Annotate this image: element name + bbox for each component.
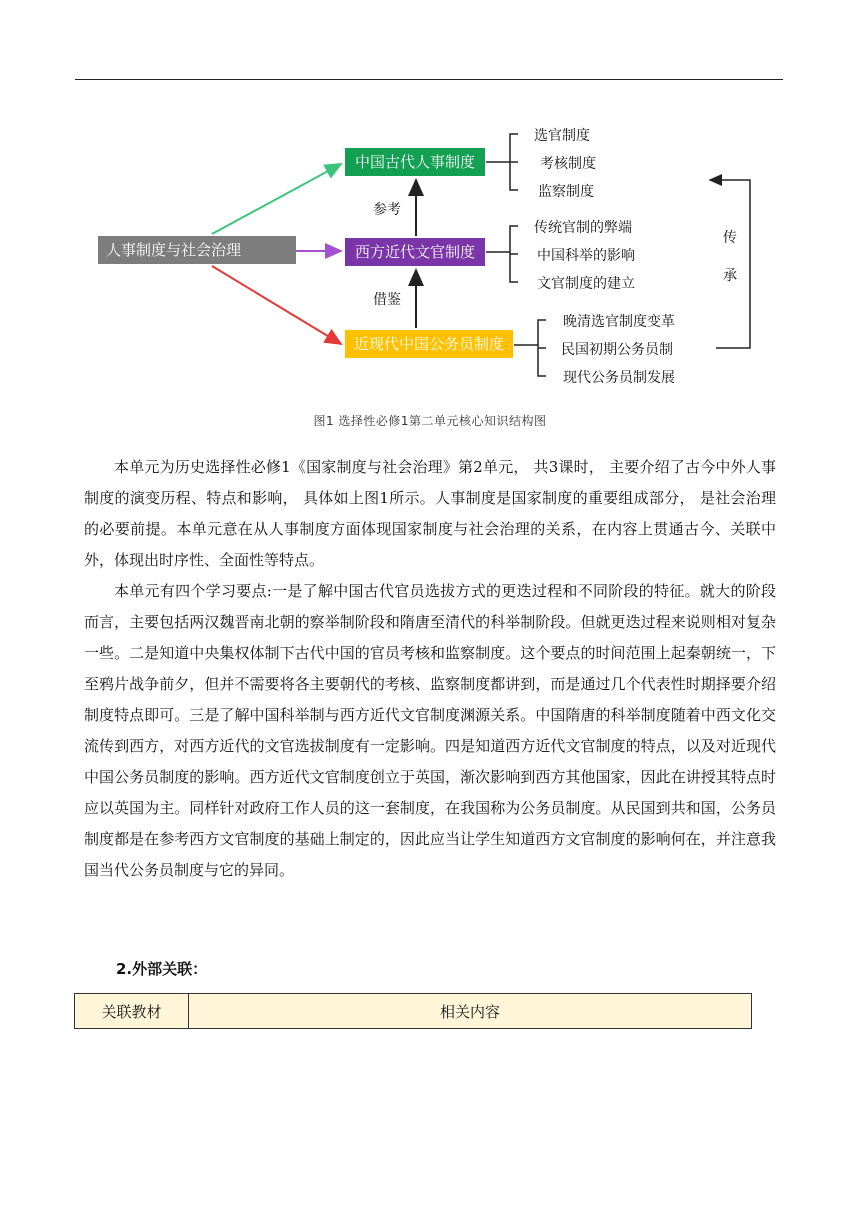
- table-header-row: [75, 994, 752, 1029]
- arrow-to-ancient: [212, 164, 341, 234]
- column-header: 关联教材: [75, 994, 189, 1029]
- ancient-item: 选官制度: [534, 128, 590, 144]
- section-heading: 2.外部关联：: [116, 960, 208, 978]
- modern-item: 现代公务员制发展: [563, 370, 675, 386]
- ancient-item: 考核制度: [540, 156, 596, 172]
- bracket-western: [486, 226, 518, 282]
- inherit-label: 传: [723, 230, 737, 246]
- modern-item: 晚清选官制度变革: [563, 314, 675, 330]
- bracket-ancient: [486, 134, 518, 190]
- bracket-modern: [514, 320, 546, 376]
- figure-caption: 图1 选择性必修1第二单元核心知识结构图: [313, 414, 547, 428]
- inherit-label: 承: [723, 268, 737, 284]
- western-item: 文官制度的建立: [537, 276, 635, 292]
- ancient-item: 监察制度: [538, 184, 594, 200]
- paragraph: 本单元为历史选择性必修1《国家制度与社会治理》第2单元， 共3课时， 主要介绍了古今中外人事制度的演变历程、特点和影响， 具体如上图1所示。人事制度是国家制度的重要组成部分， 是社会治理的必要前提。本单元意在从人事制度方面体现国家制度与社会治理的关系，在内容上贯通古今、关联中外，体现出时序性、全面性等特点。: [84, 458, 776, 569]
- arrow-to-modern: [212, 266, 341, 344]
- root-node: 人事制度与社会治理: [98, 236, 296, 264]
- external-links-table: [74, 993, 752, 1029]
- column-header: 相关内容: [189, 994, 752, 1029]
- paragraph: 本单元有四个学习要点:一是了解中国古代官员选拔方式的更迭过程和不同阶段的特征。就大的阶段而言，主要包括两汉魏晋南北朝的察举制阶段和隋唐至清代的科举制阶段。但就更迭过程来说则相对复杂一些。二是知道中央集权体制下古代中国的官员考核和监察制度。这个要点的时间范围上起秦朝统一，下至鸦片战争前夕，但并不需要将各主要朝代的考核、监察制度都讲到，而是通过几个代表性时期择要介绍制度特点即可。三是了解中国科举制与西方近代文官制度渊源关系。中国隋唐的科举制度随着中西文化交流传到西方，对西方近代的文官选拔制度有一定影响。四是知道西方近代文官制度的特点，以及对近现代中国公务员制度的影响。西方近代文官制度创立于英国，渐次影响到西方其他国家，因此在讲授其特点时应以英国为主。同样针对政府工作人员的这一套制度，在我国称为公务员制度。从民国到共和国，公务员制度都是在参考西方文官制度的基础上制定的，因此应当让学生知道西方文官制度的影响何在，并注意我国当代公务员制度与它的异同。: [84, 582, 776, 879]
- knowledge-structure-diagram: [0, 0, 860, 420]
- modern-system-node: 近现代中国公务员制度: [345, 330, 513, 358]
- modern-item: 民国初期公务员制: [561, 342, 673, 358]
- body-text: [84, 452, 776, 886]
- western-system-node: 西方近代文官制度: [345, 238, 485, 266]
- western-item: 传统官制的弊端: [534, 220, 632, 236]
- inherit-arrow: [710, 180, 750, 348]
- western-item: 中国科举的影响: [537, 248, 635, 264]
- reference-label: 参考: [373, 202, 401, 218]
- ancient-system-node: 中国古代人事制度: [345, 148, 485, 176]
- borrow-label: 借鉴: [373, 292, 401, 308]
